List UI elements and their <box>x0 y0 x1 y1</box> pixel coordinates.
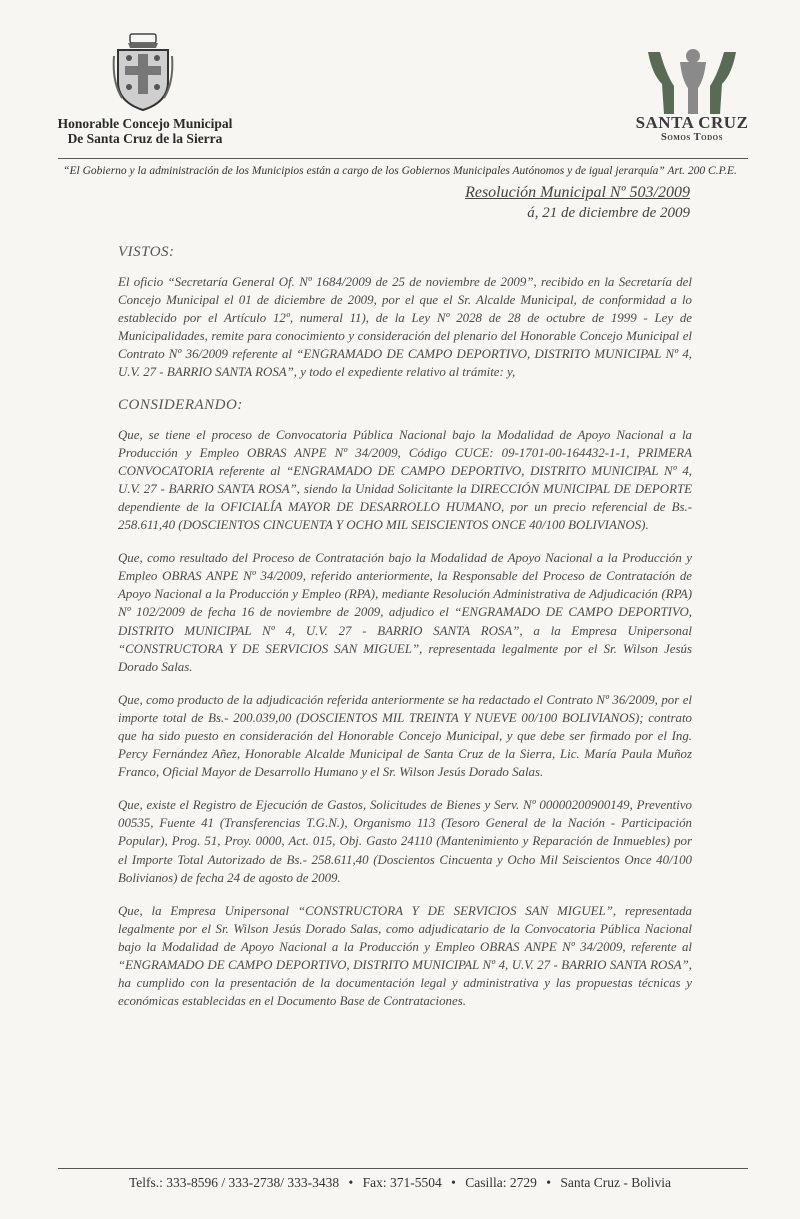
considerando-heading: CONSIDERANDO: <box>118 396 243 413</box>
considerando-paragraph: Que, como resultado del Proceso de Contratación bajo la Modalidad de Apoyo Nacional a la Producción y Empleo OBRAS ANPE Nº 34/2009, referido anteriormente, la Responsable del Proceso de Contratación de Apoyo Nacional a la Producción y Empleo (RPA), mediante Resolución Administrativa de Adjudicación (RPA) Nº 102/2009 de fecha 16 de noviembre de 2009, adjudico el “ENGRAMADO DE CAMPO DEPORTIVO, DISTRITO MUNICIPAL Nº 4, U.V. 27 - BARRIO SANTA ROSA”, a la Empresa Unipersonal “CONSTRUCTORA Y DE SERVICIOS SAN MIGUEL”, representada legalmente por el Sr. Wilson Jesús Dorado Salas. <box>118 551 692 674</box>
document-body <box>118 244 692 1010</box>
council-name-line1: Honorable Concejo Municipal <box>57 116 233 131</box>
footer-city: Santa Cruz - Bolivia <box>560 1175 671 1190</box>
resolution-date: á, 21 de diciembre de 2009 <box>527 205 690 221</box>
logo-subtitle: Somos Todos <box>660 132 723 143</box>
footer-phones: Telfs.: 333-8596 / 333-2738/ 333-3438 <box>129 1175 340 1190</box>
footer-separator: • <box>546 1175 551 1190</box>
council-name <box>40 116 250 146</box>
footer-po-box: Casilla: 2729 <box>465 1175 537 1190</box>
motto: “El Gobierno y la administración de los Municipios están a cargo de los Gobiernos Municipales Autónomos y de igual jerarquía” Art. 200 C.P.E. <box>63 165 737 177</box>
footer-separator: • <box>451 1175 456 1190</box>
footer-fax: Fax: 371-5504 <box>362 1175 442 1190</box>
vistos-heading: VISTOS: <box>118 244 175 260</box>
considerando-paragraph: Que, la Empresa Unipersonal “CONSTRUCTORA Y DE SERVICIOS SAN MIGUEL”, representada legalmente por el Sr. Wilson Jesús Dorado Salas, como adjudicatario de la Convocatoria Pública Nacional bajo la Modalidad de Apoyo Nacional a la Producción y Empleo OBRAS ANPE Nº 34/2009, referente al “ENGRAMADO DE CAMPO DEPORTIVO, DISTRITO MUNICIPAL Nº 4, U.V. 27 - BARRIO SANTA ROSA”, ha cumplido con la presentación de la documentación legal y administrativa y las propuestas técnicas y económicas establecidas en el Documento Base de Contrataciones. <box>118 903 692 1009</box>
footer-separator: • <box>348 1175 354 1190</box>
header-divider <box>58 158 748 159</box>
considerando-paragraph: Que, se tiene el proceso de Convocatoria Pública Nacional bajo la Modalidad de Apoyo Nacional a la Producción y Empleo OBRAS ANPE Nº 34/2009, Código CUCE: 09-1701-00-164432-1-1, PRIMERA CONVOCATORIA referente al “ENGRAMADO DE CAMPO DEPORTIVO, DISTRITO MUNICIPAL Nº 4, U.V. 27 - BARRIO SANTA ROSA”, siendo la Unidad Solicitante la DIRECCIÓN MUNICIPAL DE DEPORTE dependiente de la OFICIALÍA MAYOR DE DESARROLLO HUMANO, por un precio referencial de Bs.- 258.611,40 (DOSCIENTOS CINCUENTA Y OCHO MIL SEISCIENTOS ONCE 40/100 BOLIVIANOS). <box>118 427 692 533</box>
resolution-title: Resolución Municipal Nº 503/2009 <box>465 184 690 201</box>
footer-divider <box>58 1168 748 1169</box>
considerando-paragraph: Que, como producto de la adjudicación referida anteriormente se ha redactado el Contrato Nº 36/2009, por el importe total de Bs.- 200.039,00 (DOSCIENTOS MIL TREINTA Y NUEVE 00/100 BOLIVIANOS); contrato que ha sido puesto en consideración del Honorable Concejo Municipal, y que debe ser firmado por el Ing. Percy Fernández Añez, Honorable Alcalde Municipal de Santa Cruz de la Sierra, Lic. María Paula Muñoz Franco, Oficial Mayor de Desarrollo Humano y el Sr. Wilson Jesús Dorado Salas. <box>118 692 692 780</box>
logo-title: SANTA CRUZ <box>635 113 749 132</box>
vistos-paragraph: El oficio “Secretaría General Of. Nº 1684/2009 de 25 de noviembre de 2009”, recibido en la Secretaría del Concejo Municipal el 01 de diciembre de 2009, por el que el Sr. Alcalde Municipal, de conformidad a lo establecido por el Artículo 12º, numeral 11), de la Ley Nº 2028 de 28 de octubre de 1999 - Ley de Municipalidades, remite para conocimiento y consideración del plenario del Honorable Concejo Municipal el Contrato Nº 36/2009 referente al “ENGRAMADO DE CAMPO DEPORTIVO, DISTRITO MUNICIPAL Nº 4, U.V. 27 - BARRIO SANTA ROSA”, y todo el expediente relativo al trámite: y, <box>118 275 692 380</box>
council-name-line2: De Santa Cruz de la Sierra <box>67 131 223 146</box>
footer-contact <box>40 1175 760 1191</box>
considerando-paragraph: Que, existe el Registro de Ejecución de Gastos, Solicitudes de Bienes y Serv. Nº 00000200900149, Preventivo 00535, Fuente 41 (Transferencias T.G.N.), Organismo 113 (Tesoro General de la Nación - Participación Popular), Prog. 51, Proy. 0000, Act. 015, Obj. Gasto 24110 (Mantenimiento y Reparación de Inmuebles) por el Importe Total Autorizado de Bs.- 258.611,40 (Doscientos Cincuenta y Ocho Mil Seiscientos Once 40/100 Bolivianos) de fecha 24 de agosto de 2009. <box>118 798 692 885</box>
coat-of-arms-icon <box>112 32 174 114</box>
